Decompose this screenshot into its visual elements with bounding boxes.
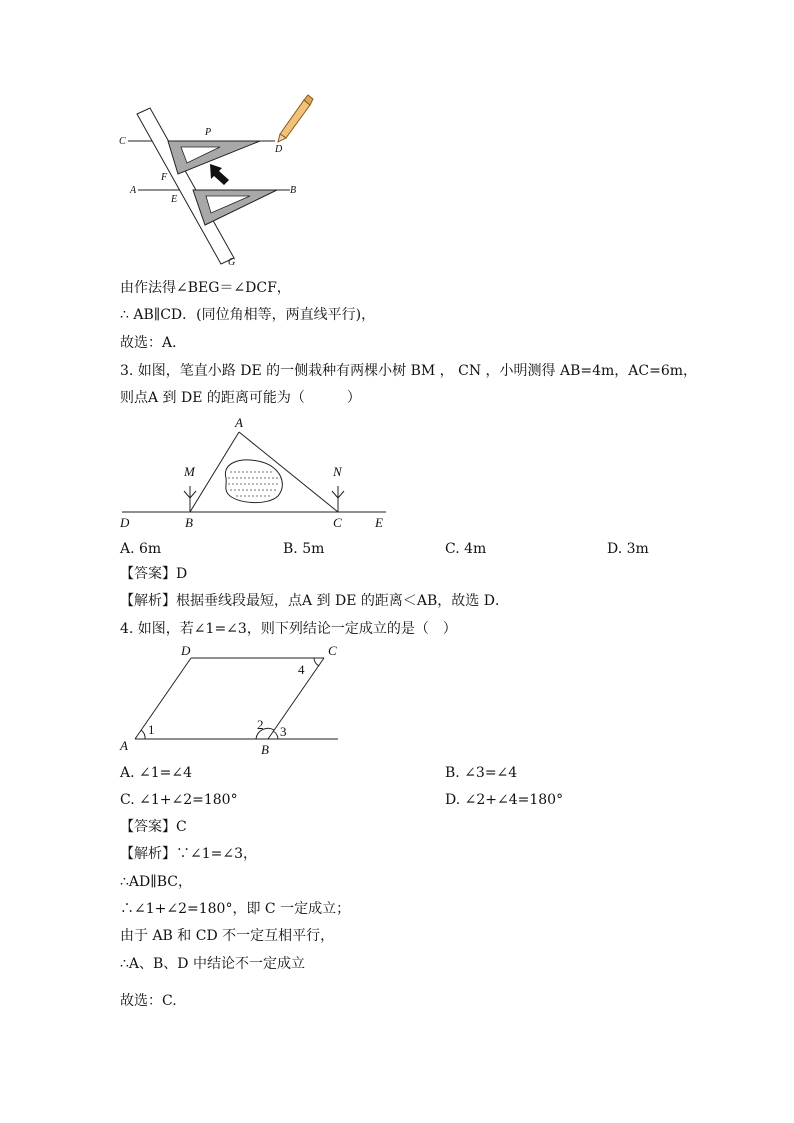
label-D: D [181, 643, 191, 658]
label-C: C [119, 136, 126, 147]
sol2-line3: 故选：A． [120, 335, 187, 351]
q3-stem-line1: 3. 如图，笔直小路 DE 的一侧栽种有两棵小树 BM ， CN ，小明测得 AB=4m，AC=6m， [120, 363, 698, 379]
q4-answer: 【答案】C [120, 819, 187, 835]
label-D: D [120, 515, 130, 530]
sol2-line1: 由作法得∠BEG＝∠DCF， [120, 280, 291, 296]
label-C: C [328, 643, 337, 658]
label-F: F [161, 172, 168, 183]
angle-label-3: 3 [280, 724, 287, 739]
q3-option-b: B. 5m [283, 541, 325, 557]
label-C: C [333, 515, 342, 530]
q4-analysis-line4: 由于 AB 和 CD 不一定互相平行， [120, 928, 335, 944]
tree-M-icon [184, 486, 196, 512]
label-B: B [290, 185, 297, 196]
q4-analysis-line1: 【解析】∵∠1=∠3， [120, 846, 258, 862]
q4-option-a: A. ∠1=∠4 [120, 765, 193, 781]
q3-option-d: D. 3m [607, 541, 649, 557]
q3-stem-line2: 则点A 到 DE 的距离可能为（ ） [120, 390, 361, 406]
pencil-icon [278, 95, 313, 142]
q4-analysis-line3: ∴∠1+∠2=180°，即 C 一定成立； [120, 901, 351, 917]
q3-option-c: C. 4m [445, 541, 487, 557]
label-D: D [275, 144, 283, 155]
figure-q4-quadrilateral [114, 640, 354, 760]
label-B: B [261, 742, 269, 757]
label-P: P [205, 127, 212, 138]
q4-analysis-line2: ∴AD∥BC， [120, 874, 192, 890]
label-E: E [171, 194, 178, 205]
q4-option-c: C. ∠1+∠2=180° [120, 792, 238, 808]
label-A: A [130, 185, 137, 196]
label-A: A [120, 738, 128, 753]
q4-analysis-line5: ∴A、B、D 中结论不一定成立 [120, 956, 305, 972]
label-N: N [333, 464, 342, 479]
label-M: M [184, 464, 195, 479]
label-B: B [185, 515, 193, 530]
q4-analysis-line6: 故选：C. [120, 993, 177, 1009]
q3-option-a: A. 6m [120, 541, 162, 557]
angle-label-4: 4 [298, 662, 305, 677]
up-arrow-icon [210, 164, 229, 185]
angle-label-2: 2 [257, 717, 264, 732]
sol2-line2: ∴ AB∥CD．(同位角相等，两直线平行)， [120, 307, 376, 323]
q4-option-b: B. ∠3=∠4 [445, 765, 518, 781]
angle-label-1: 1 [148, 722, 155, 737]
q3-analysis: 【解析】根据垂线段最短，点A 到 DE 的距离＜AB，故选 D． [120, 593, 509, 609]
q4-option-d: D. ∠2+∠4=180° [445, 792, 564, 808]
label-A: A [235, 415, 243, 430]
label-E: E [375, 515, 383, 530]
q4-stem: 4. 如图，若∠1=∠3，则下列结论一定成立的是（ ） [120, 621, 457, 637]
figure-parallel-construction [110, 92, 330, 272]
label-G: G [228, 257, 236, 268]
pond-icon [225, 460, 282, 503]
figure-q3-road-trees [112, 412, 402, 532]
q3-answer: 【答案】D [120, 566, 188, 582]
